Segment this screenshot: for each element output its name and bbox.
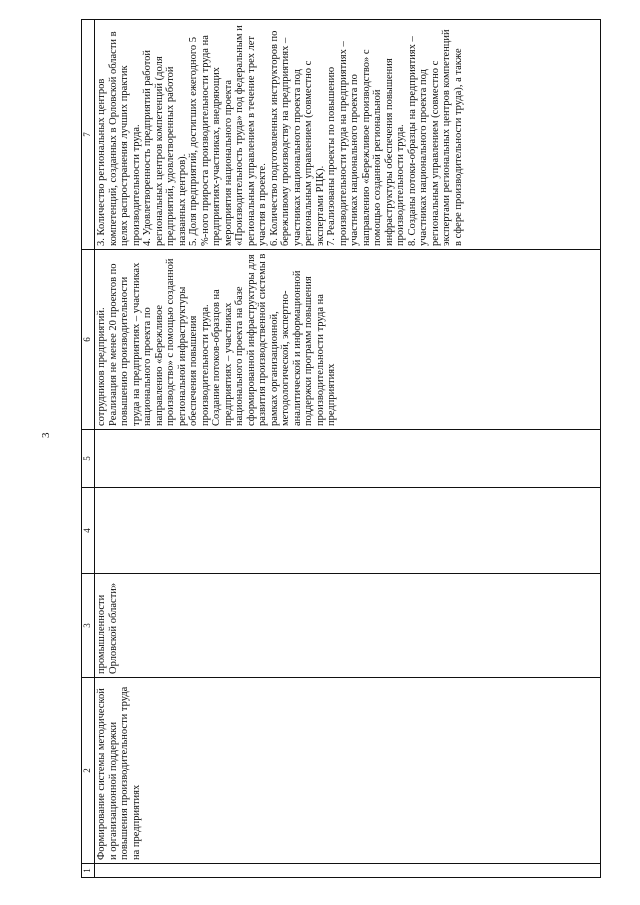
header-col-6: 6 bbox=[82, 250, 95, 430]
cell-col-1 bbox=[95, 864, 601, 878]
header-col-4: 4 bbox=[82, 488, 95, 574]
header-col-2: 2 bbox=[82, 678, 95, 864]
result-line: Создание потоков-образцов на предприятиях – участниках национального проекта на базе сформированной инфраструктуры для развития производственной системы в рамках организационной, методологической, экспертно-аналитической и информационной поддержки программ повышения производительности труда на предприятиях bbox=[211, 253, 337, 426]
header-row bbox=[82, 20, 95, 878]
indicator-item: 8. Созданы потоки-образцы на предприятиях – участниках национального проекта под региональным управлением (совместно с экспертами региональных центров компетенций в сфере производительности труда), а также bbox=[406, 29, 464, 246]
cell-results bbox=[95, 250, 601, 430]
table-row bbox=[95, 20, 601, 878]
indicator-item: 4. Удовлетворенность предприятий работой региональных центров компетенций (доля предприятий, удовлетворенных работой названных центров). bbox=[142, 49, 188, 246]
header-col-1: 1 bbox=[82, 864, 95, 878]
indicator-item: 3. Количество региональных центров компетенций, созданных в Орловской области в целях распространения лучших практик производительности труда. bbox=[96, 31, 142, 246]
indicator-item: 7. Реализованы проекты по повышению производительности труда на предприятиях – участниках национального проекта по направлению «Бережливое производство» с помощью созданной региональной инфраструктуры обеспечения повышения производительности труда. bbox=[326, 41, 406, 246]
cell-indicators bbox=[95, 20, 601, 250]
indicator-item: 6. Количество подготовленных инструкторов по бережливому производству на предприятиях – участниках национального проекта под региональным управлением (совместно с экспертами РЦК). bbox=[268, 30, 326, 246]
page-number: 3 bbox=[40, 432, 52, 438]
cell-task-name: Формирование системы методической и организационной поддержки повышения производительности труда на предприятиях bbox=[95, 678, 601, 864]
header-col-7: 7 bbox=[82, 20, 95, 250]
rotated-table-container bbox=[81, 20, 601, 878]
program-table bbox=[81, 19, 601, 878]
header-col-3: 3 bbox=[82, 574, 95, 678]
header-col-5: 5 bbox=[82, 430, 95, 488]
cell-col-5 bbox=[95, 430, 601, 488]
cell-col-3: промышленности Орловской области» bbox=[95, 574, 601, 678]
cell-col-4 bbox=[95, 488, 601, 574]
indicator-item: 5. Доля предприятий, достигших ежегодного 5 %-ного прироста производительности труда на предприятиях-участниках, внедряющих мероприятия национального проекта «Производительность труда» под федеральным и региональным управлением в течение трех лет участия в проекте. bbox=[188, 25, 268, 246]
result-line: Реализация не менее 20 проектов по повышению производительности труда на предприятиях – участниках национального проекта по направлению «Бережливое производство» с помощью созданной региональной инфраструктуры обеспечения повышения производительности труда. bbox=[107, 258, 211, 426]
result-line: сотрудников предприятий. bbox=[96, 307, 107, 426]
